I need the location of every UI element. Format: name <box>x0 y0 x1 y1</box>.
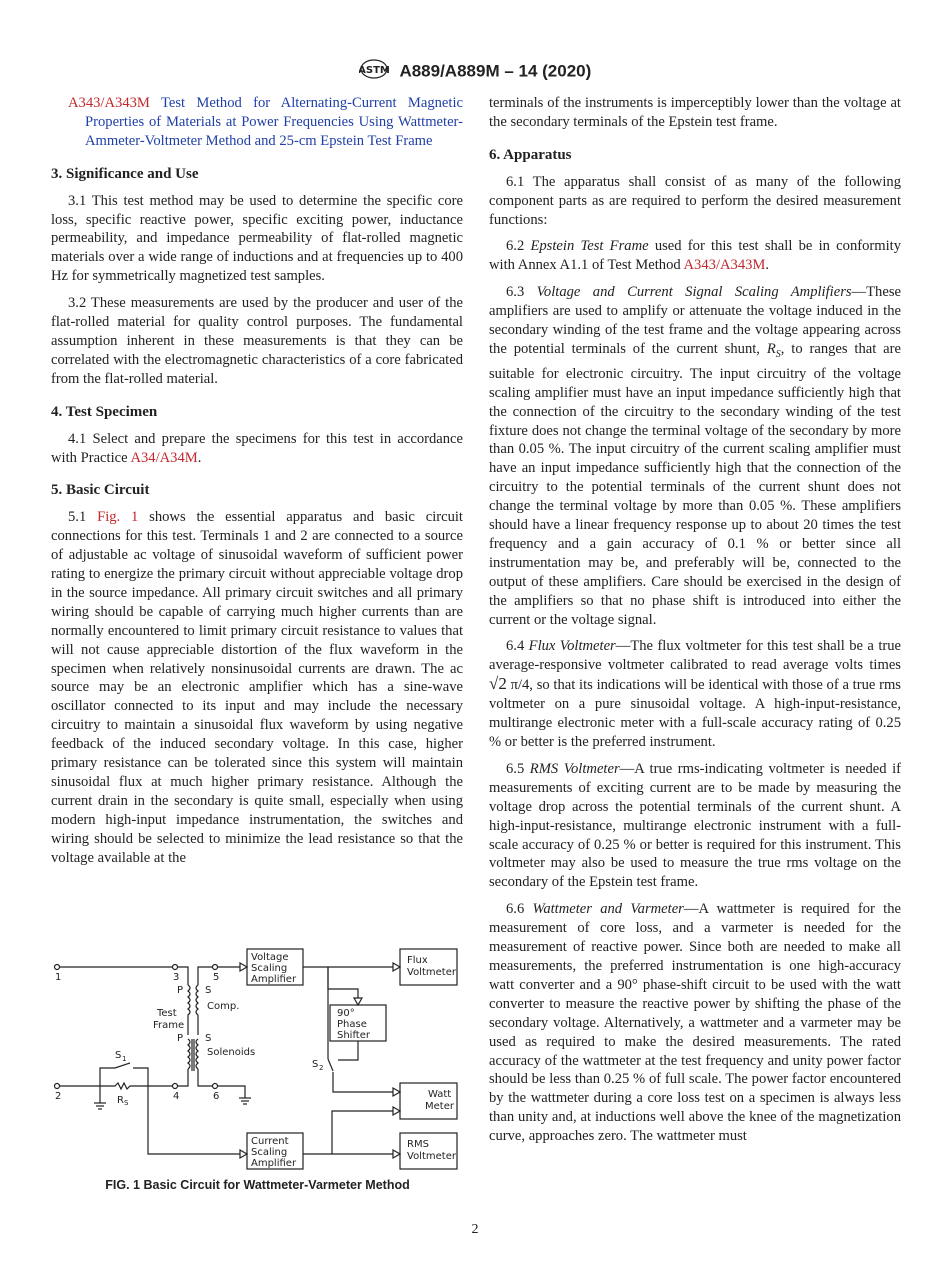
svg-text:S: S <box>205 985 212 996</box>
svg-text:Amplifier: Amplifier <box>251 1158 297 1169</box>
svg-text:Meter: Meter <box>425 1101 454 1112</box>
svg-text:Comp.: Comp. <box>207 1001 240 1012</box>
astm-logo-icon <box>359 58 389 85</box>
link-fig1[interactable]: Fig. 1 <box>97 509 139 526</box>
document-designation: A889/A889M – 14 (2020) <box>399 61 592 81</box>
svg-text:S: S <box>124 1099 129 1107</box>
svg-text:Shifter: Shifter <box>337 1030 370 1041</box>
svg-text:Watt: Watt <box>428 1089 452 1100</box>
svg-text:R: R <box>117 1095 124 1106</box>
svg-text:4: 4 <box>173 1091 180 1102</box>
link-a343[interactable]: A343/A343M <box>68 95 150 111</box>
para-6-6: 6.6 Wattmeter and Varmeter—A wattmeter is required for the measurement of core loss, and a varmeter is needed for the measurement of reactive power. Since both are needed to make all measurements, the preferred instrumentation is one high-accuracy watt converter and a 90° phase-shift circuit to be used with the watt converter to measure the reactive power by shifting the phase of the secondary voltage. Alternatively, a wattmeter and a varmeter may be used as required to make the desired measurements. The rated accuracy of the wattmeter at the test frequency and unity power factor should be less than 0.25 % of full scale. The power factor encountered by the wattmeter during a core loss test on a specimen is always less than unity and, at inductions well above the knee of the magnetization curve, approaches zero. The wattmeter must <box>489 901 902 1145</box>
para-6-4: 6.4 Flux Voltmeter—The flux voltmeter for this test shall be a true average-responsive voltmeter calibrated to read average volts times √2 π/4, so that its indications will be identical with those of a true rms voltmeter on a pure sinusoidal voltage. A high-input-resistance, multirange electronic meter with a full-scale accuracy rating of 0.25 % or better is the preferred instrument. <box>489 638 902 750</box>
svg-text:P: P <box>177 985 184 996</box>
svg-text:90°: 90° <box>337 1008 355 1019</box>
svg-text:ASTM: ASTM <box>358 65 389 76</box>
page-header <box>0 58 950 85</box>
svg-text:Current: Current <box>251 1136 289 1147</box>
section-6-heading: 6. Apparatus <box>489 146 572 163</box>
svg-text:6: 6 <box>213 1091 220 1102</box>
page-number: 2 <box>471 1222 479 1237</box>
svg-text:Frame: Frame <box>153 1020 185 1031</box>
svg-text:P: P <box>177 1033 184 1044</box>
svg-text:Voltmeter: Voltmeter <box>407 1151 456 1162</box>
figure-caption: FIG. 1 Basic Circuit for Wattmeter-Varmeter Method <box>105 1178 410 1192</box>
svg-text:Scaling: Scaling <box>251 963 288 974</box>
link-a343-2[interactable]: A343/A343M <box>683 257 766 274</box>
svg-text:1: 1 <box>122 1055 127 1063</box>
svg-text:Voltage: Voltage <box>251 952 289 963</box>
para-6-2: 6.2 Epstein Test Frame used for this test shall be in conformity with Annex A1.1 of Test Method A343/A343M. <box>489 238 902 274</box>
section-5-heading: 5. Basic Circuit <box>51 482 150 499</box>
svg-text:Amplifier: Amplifier <box>251 974 297 985</box>
svg-text:5: 5 <box>213 972 220 983</box>
svg-text:2: 2 <box>319 1064 324 1072</box>
svg-text:1: 1 <box>55 972 62 983</box>
svg-text:Solenoids: Solenoids <box>207 1047 256 1058</box>
para-6-3: 6.3 Voltage and Current Signal Scaling Amplifiers—These amplifiers are used to amplify or attenuate the voltage induced in the secondary winding of the test frame and the voltage appearing across the potential terminals of the current shunt, $R_S$, to ranges that are suitable for electronic circuitry. The input circuitry of the voltage scaling amplifier must have an input impedance sufficiently high that the connection of the circuitry to the secondary winding of the test fixture does not change the terminal voltage of the secondary by more than 0.05 %. The input circuitry of the current scaling amplifier must have an input impedance sufficiently high that the connection of the circuitry to the potential terminals of the current shunt does not change the terminal voltage by more than 0.05 %. These amplifiers should have a linear frequency response up to about 20 times the test frequency and a gain accuracy of 0.1 % or better since all instrumentation may be, and preferably will be, connected to the output of these amplifiers. Care should be exercised in the design of the amplifiers so that no phase shift is introduced into either the current or the voltage signal. <box>489 284 901 628</box>
section-3-heading: 3. Significance and Use <box>51 165 199 182</box>
svg-text:S: S <box>115 1050 122 1061</box>
para-6-5: 6.5 RMS Voltmeter—A true rms-indicating voltmeter is needed if measurements of exciting current are to be made by measuring the voltage drop across the potential terminals of the current shunt. A high-input-resistance, multirange electronic instrument with a full-scale accuracy of 0.25 % or better is required for this instrument. This voltmeter may also be used to measure the true rms voltage on the secondary of the Epstein test frame. <box>489 760 901 891</box>
left-column <box>51 94 463 876</box>
figure-1-circuit-diagram <box>45 943 470 1193</box>
svg-text:2: 2 <box>55 1091 62 1102</box>
para-3-2: 3.2 These measurements are used by the producer and user of the flat-rolled material for quality control purposes. The fundamental assumption inherent in these measurements is that they can be correlated with the electromagnetic characteristics of a core fabricated from the flat-rolled material. <box>51 295 463 387</box>
section-4-heading: 4. Test Specimen <box>51 403 158 420</box>
svg-text:Test: Test <box>157 1008 177 1019</box>
svg-text:S: S <box>205 1033 212 1044</box>
reference-a343: A343/A343M Test Method for Alternating-Current Magnetic Properties of Materials at Power Frequencies Using Wattmeter-Ammeter-Voltmeter Method and 25-cm Epstein Test Frame <box>68 95 463 149</box>
svg-text:Scaling: Scaling <box>251 1147 288 1158</box>
svg-text:3: 3 <box>173 972 180 983</box>
right-column <box>489 94 901 1154</box>
svg-text:S: S <box>312 1059 319 1070</box>
svg-text:Flux: Flux <box>407 955 428 966</box>
link-a34[interactable]: A34/A34M <box>130 449 198 466</box>
para-5-1: 5.1 Fig. 1 shows the essential apparatus and basic circuit connections for this test. Terminals 1 and 2 are connected to a source of adjustable ac voltage of sinusoidal waveform of sufficient power rating to energize the primary circuit without appreciable voltage drop in the source impedance. All primary circuit switches and all primary wiring should be capable of carrying much higher currents than are normally encountered to limit primary circuit resistance to values that will not cause appreciable distortion of the flux waveform in the specimen when relatively nonsinusoidal currents are drawn. The ac source may be an electronic amplifier which has a sine-wave oscillator connected to its input and may include the necessary circuitry to maintain a sinusoidal flux waveform by using negative feedback of the induced secondary voltage. In this case, higher primary resistance can be tolerated since this system will maintain sinusoidal flux at much higher primary resistance. Although the current drain in the secondary is quite small, especially when using modern high-input impedance instrumentation, the switches and wiring should be selected to minimize the lead resistance so that the voltage available at the <box>51 509 463 866</box>
svg-text:RMS: RMS <box>407 1139 429 1150</box>
para-4-1: 4.1 Select and prepare the specimens for this test in accordance with Practice A34/A34M. <box>51 430 463 466</box>
svg-text:Voltmeter: Voltmeter <box>407 967 456 978</box>
para-3-1: 3.1 This test method may be used to determine the specific core loss, specific reactive power, specific exciting power, inductance permeability, and impedance permeability of flat-rolled magnetic materials over a wide range of inductions and at frequencies up to 400 Hz for symmetrically magnetized test samples. <box>51 192 463 285</box>
para-6-1: 6.1 The apparatus shall consist of as many of the following component parts as are required to perform the desired measurement functions: <box>489 173 901 228</box>
svg-text:Phase: Phase <box>337 1019 367 1030</box>
para-continued: terminals of the instruments is imperceptibly lower than the voltage at the secondary terminals of the Epstein test frame. <box>489 95 901 130</box>
